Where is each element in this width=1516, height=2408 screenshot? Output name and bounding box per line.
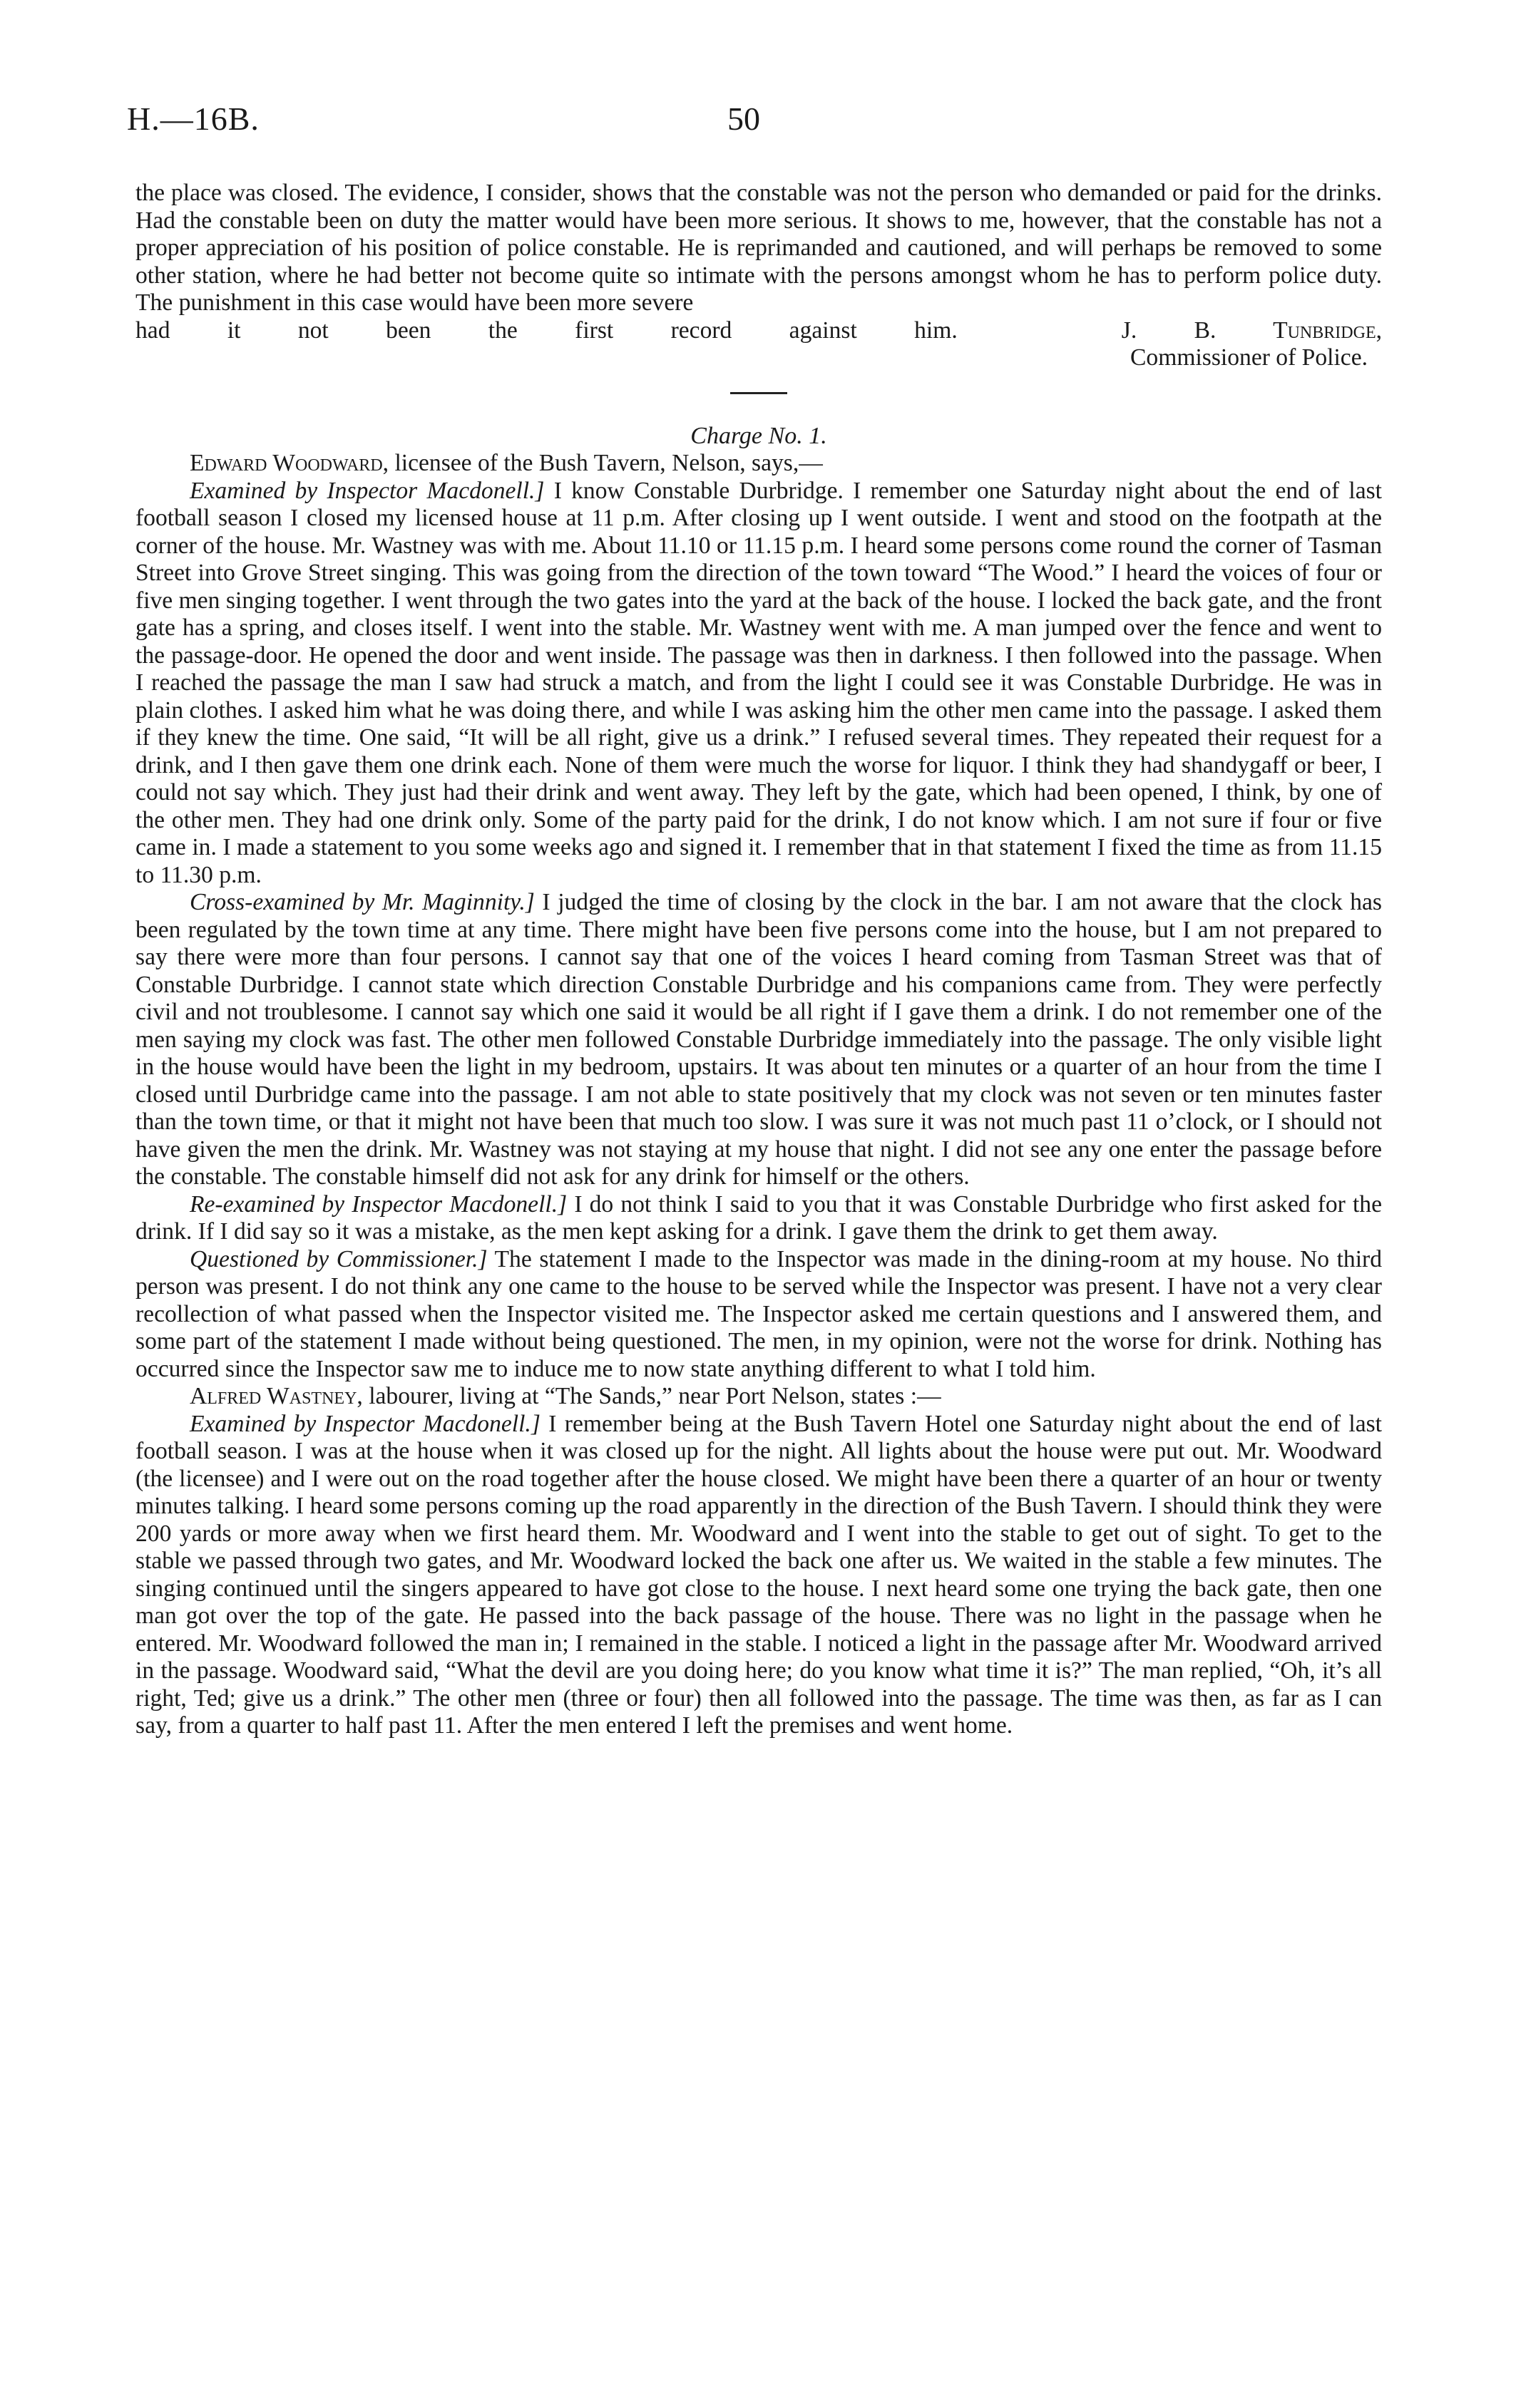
section-divider (730, 392, 787, 394)
testimony-text: I judged the time of closing by the clock in the bar. I am not aware that the clock has been regulated by the town time at any time. There might have been five persons come into the house, but I am not prepared to say there were more than four persons. I cannot say that one of the voices I heard coming from Tasman Street was that of Constable Durbridge. I cannot state which direction Constable Durbridge and his companions came from. They were perfectly civil and not troublesome. I cannot say which one said it would be all right if I gave them a drink. I do not remember one of the men saying my clock was fast. The other men followed Constable Durbridge immediately into the passage. The only visible light in the house would have been the light in my bedroom, upstairs. It was about ten minutes or a quarter of an hour from the time I closed until Durbridge came into the passage. I am not able to state positively that my clock was not seven or ten minutes faster than the town time, or that it might not have been that much too slow. I was sure it was not much past 11 o’clock, or I should not have given the men the drink. Mr. Wastney was not staying at my house that night. I did not see any one enter the passage before the constable. The constable himself did not ask for any drink for himself or the others. (135, 889, 1382, 1190)
witness-name: Edward Woodward (190, 450, 383, 476)
witness-intro-text: , licensee of the Bush Tavern, Nelson, says,— (382, 450, 823, 476)
witness-intro (135, 1383, 1382, 1411)
closing-line (135, 317, 1382, 345)
testimony-label: Cross-examined by Mr. Maginnity.] (190, 889, 535, 915)
witness-intro (135, 450, 1382, 478)
opening-paragraph: the place was closed. The evidence, I consider, shows that the constable was not the person who demanded or paid for the drinks. Had the constable been on duty the matter would have been more serious. It shows to me, however, that the constable has not a proper appreciation of his position of police constable. He is reprimanded and cautioned, and will perhaps be removed to some other station, where he had better not become quite so intimate with the persons amongst whom he has to perform police duty. The punishment in this case would have been more severe (135, 180, 1382, 316)
testimony-label: Examined by Inspector Macdonell.] (190, 477, 545, 504)
testimony-text: I do not think I said to you that it was Constable Durbridge who first asked for the drink. If I did say so it was a mistake, as the men kept asking for a drink. I gave them the drink to get them away. (135, 1190, 1382, 1245)
testimony-paragraph (135, 889, 1382, 1191)
testimony-text: The statement I made to the Inspector was made in the dining-room at my house. No third person was present. I do not think any one came to the house to be served while the Inspector was present. I have not a very clear recollection of what passed when the Inspector visited me. The Inspector asked me certain questions and I answered them, and some part of the statement I made without being questioned. The men, in my opinion, were not the worse for drink. Nothing has occurred since the Inspector saw me to induce me to now state anything different to what I told him. (135, 1245, 1382, 1382)
page-header (127, 100, 1389, 150)
testimony-label: Examined by Inspector Macdonell.] (190, 1410, 541, 1437)
testimony-paragraph (135, 1246, 1382, 1384)
witness-name: Alfred Wastney (190, 1383, 357, 1409)
testimony-text: I know Constable Durbridge. I remember one Saturday night about the end of last football season I closed my licensed house at 11 p.m. After closing up I went outside. I went and stood on the footpath at the corner of the house. Mr. Wastney was with me. About 11.10 or 11.15 p.m. I heard some persons come round the corner of Tasman Street into Grove Street singing. This was going from the direction of the town toward “The Wood.” I heard the voices of four or five men singing together. I went through the two gates into the yard at the back of the house. I locked the back gate, and the front gate has a spring, and closes itself. I went into the stable. Mr. Wastney went with me. A man jumped over the fence and went to the passage-door. He opened the door and went inside. The passage was then in darkness. I then followed into the passage. When I reached the passage the man I saw had struck a match, and from the light I could see it was Constable Durbridge. He was in plain clothes. I asked him what he was doing there, and while I was asking him the other men came into the passage. I asked them if they knew the time. One said, “It will be all right, give us a drink.” I refused several times. They repeated their request for a drink, and I then gave them one drink each. None of them were much the worse for liquor. I think they had shandygaff or beer, I could not say which. They just had their drink and went away. They left by the gate, which had been opened, I think, by one of the other men. They had one drink only. Some of the party paid for the drink, I do not know which. I am not sure if four or five came in. I made a statement to you some weeks ago and signed it. I remember that in that statement I fixed the time as from 11.15 to 11.30 p.m. (135, 477, 1383, 888)
testimony-text: I remember being at the Bush Tavern Hotel one Saturday night about the end of last football season. I was at the house when it was closed up for the night. All lights about the house were put out. Mr. Woodward (the licensee) and I were out on the road together after the house closed. We might have been there a quarter of an hour or twenty minutes talking. I heard some persons coming up the road apparently in the direction of the Bush Tavern. I should think they were 200 yards or more away when we first heard them. Mr. Woodward and I went into the stable to get out of sight. To get to the stable we passed through two gates, and Mr. Woodward locked the back one after us. We waited in the stable a few minutes. The singing continued until the singers appeared to have got close to the house. I next heard some one trying the back gate, then one man got over the top of the gate. He passed into the back passage of the house. There was no light in the passage when he entered. Mr. Woodward followed the man in; I remained in the stable. I noticed a light in the passage after Mr. Woodward arrived in the passage. Woodward said, “What the devil are you doing here; do you know what time it is?” The man replied, “Oh, it’s all right, Ted; give us a drink.” The other men (three or four) then all followed into the passage. The time was then, as far as I can say, from a quarter to half past 11. After the men entered I left the premises and went home. (135, 1410, 1382, 1739)
testimony-paragraph (135, 1411, 1382, 1740)
section-heading: Charge No. 1. (690, 422, 827, 449)
testimony-label: Re-examined by Inspector Macdonell.] (190, 1190, 568, 1218)
signature-title: Commissioner of Police. (1130, 344, 1368, 371)
document-body (135, 180, 1382, 1740)
signature-name: J. B. Tunbridge, (1121, 317, 1382, 344)
running-head: H.—16B. (127, 101, 260, 137)
testimony-paragraph (135, 478, 1382, 890)
testimony-paragraph (135, 1191, 1382, 1246)
testimony-label: Questioned by Commissioner.] (190, 1245, 488, 1272)
witness-intro-text: , labourer, living at “The Sands,” near Port Nelson, states :— (357, 1383, 941, 1409)
page-number: 50 (727, 101, 760, 137)
closing-text: had it not been the first record against him. (135, 317, 958, 344)
